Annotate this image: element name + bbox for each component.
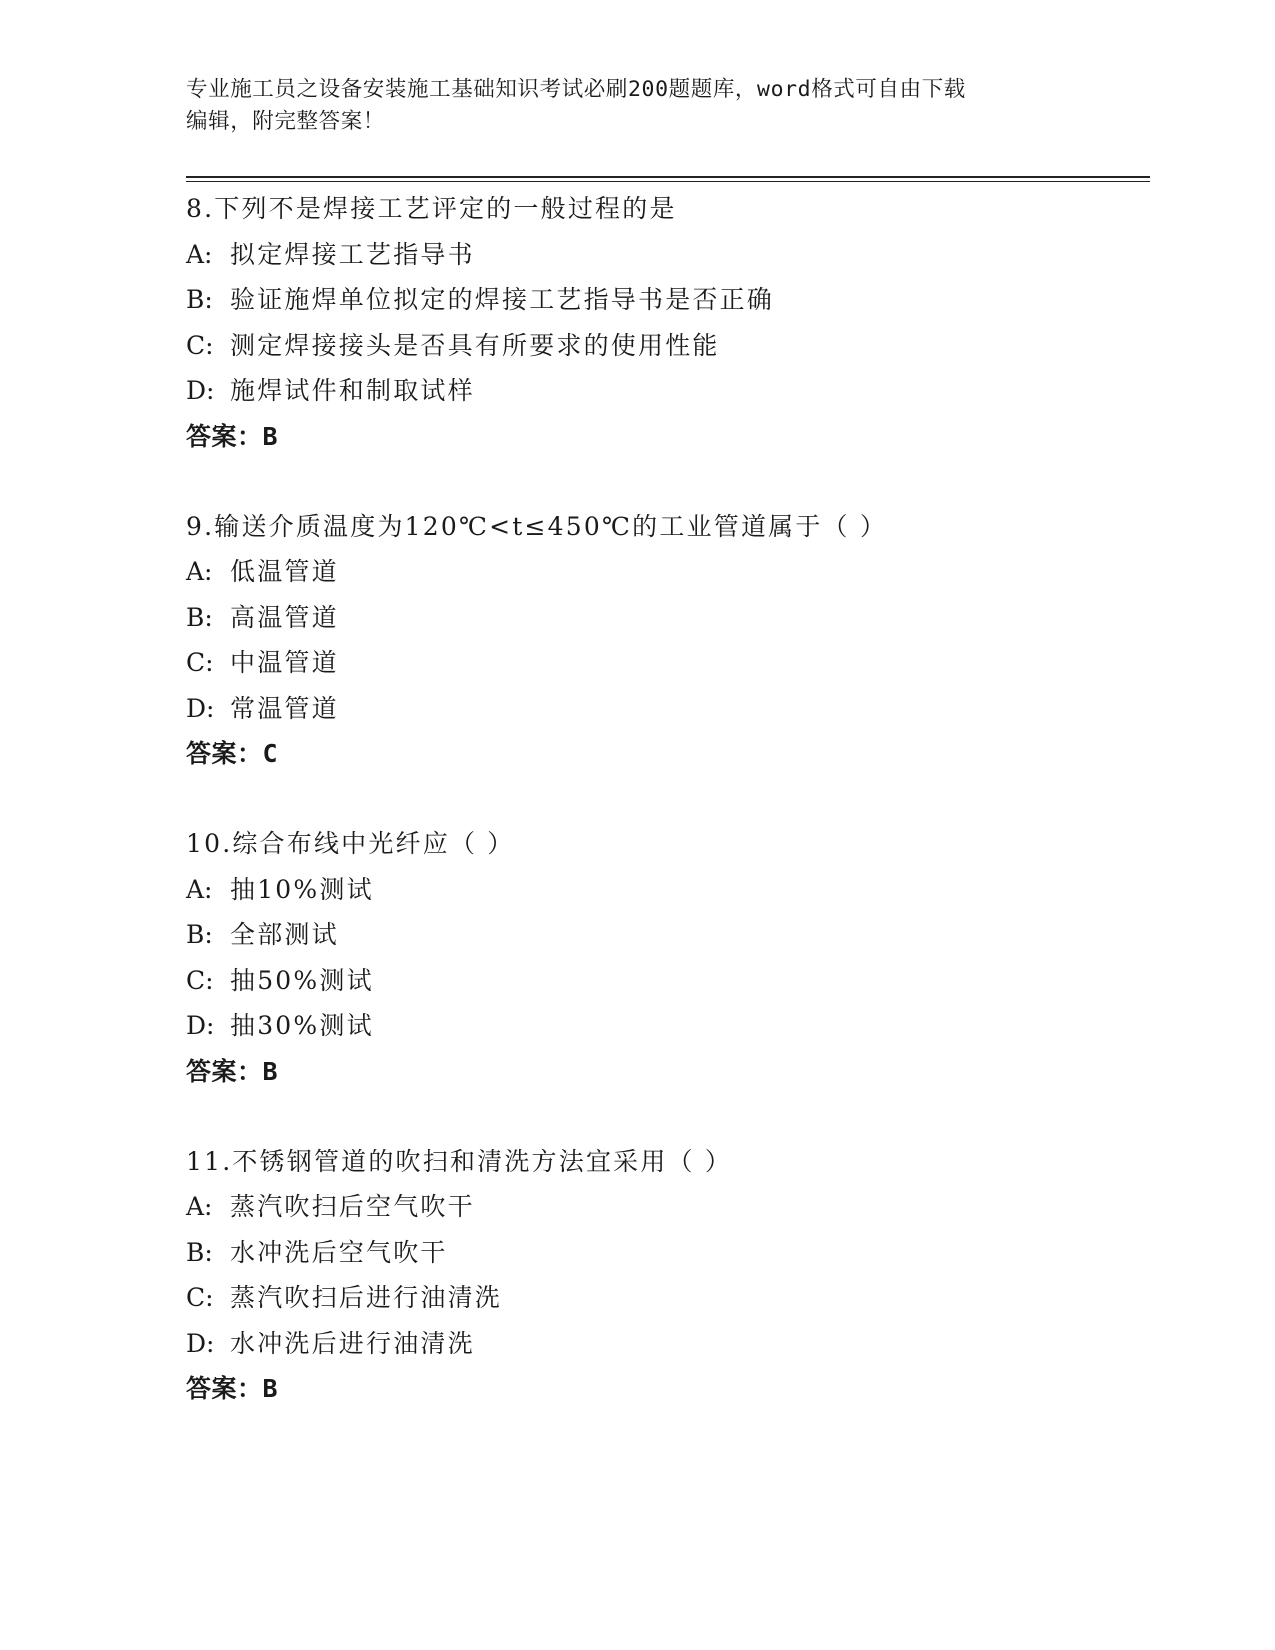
option-c bbox=[186, 1275, 1150, 1321]
answer-line: 答案：B bbox=[186, 1056, 279, 1086]
option-c bbox=[186, 323, 1150, 369]
option-text: 中温管道 bbox=[230, 648, 339, 677]
option-key: B: bbox=[186, 920, 213, 949]
option-key: A: bbox=[186, 874, 213, 904]
option-text: 全部测试 bbox=[230, 920, 339, 949]
option-text: 拟定焊接工艺指导书 bbox=[230, 239, 475, 269]
option-c bbox=[186, 640, 1150, 686]
question-item bbox=[186, 186, 1150, 459]
option-text: 抽50%测试 bbox=[230, 965, 374, 995]
option-text: 高温管道 bbox=[230, 602, 339, 632]
header-divider-thin bbox=[186, 181, 1150, 182]
question-stem: 10.综合布线中光纤应（ ） bbox=[186, 829, 515, 858]
question-list bbox=[186, 186, 1150, 1456]
option-key: C: bbox=[186, 1283, 214, 1312]
header-divider-thick bbox=[186, 176, 1150, 178]
option-a bbox=[186, 232, 1150, 278]
option-key: D: bbox=[186, 1328, 215, 1358]
option-key: D: bbox=[186, 1011, 215, 1040]
option-c bbox=[186, 958, 1150, 1004]
option-d bbox=[186, 368, 1150, 414]
option-d bbox=[186, 1003, 1150, 1049]
option-text: 蒸汽吹扫后进行油清洗 bbox=[230, 1283, 503, 1312]
option-key: B: bbox=[186, 602, 213, 632]
option-key: C: bbox=[186, 648, 214, 677]
question-stem: 8.下列不是焊接工艺评定的一般过程的是 bbox=[186, 194, 677, 223]
question-stem: 9.输送介质温度为120℃<t≤450℃的工业管道属于（ ） bbox=[186, 511, 888, 541]
option-b bbox=[186, 912, 1150, 958]
option-d bbox=[186, 686, 1150, 732]
option-key: A: bbox=[186, 1192, 213, 1221]
question-stem: 11.不锈钢管道的吹扫和清洗方法宜采用（ ） bbox=[186, 1146, 733, 1176]
option-key: A: bbox=[186, 239, 213, 269]
option-text: 水冲洗后空气吹干 bbox=[230, 1237, 448, 1267]
option-key: A: bbox=[186, 557, 213, 586]
option-text: 蒸汽吹扫后空气吹干 bbox=[230, 1192, 475, 1221]
option-d bbox=[186, 1321, 1150, 1367]
option-a bbox=[186, 1184, 1150, 1230]
option-text: 验证施焊单位拟定的焊接工艺指导书是否正确 bbox=[230, 285, 775, 314]
answer-line: 答案：C bbox=[186, 739, 279, 768]
question-item bbox=[186, 1139, 1150, 1412]
option-b bbox=[186, 277, 1150, 323]
option-b bbox=[186, 595, 1150, 641]
option-key: C: bbox=[186, 965, 214, 995]
option-b bbox=[186, 1230, 1150, 1276]
option-key: C: bbox=[186, 330, 214, 360]
option-text: 低温管道 bbox=[230, 557, 339, 586]
option-a bbox=[186, 867, 1150, 913]
answer-line: 答案：B bbox=[186, 1374, 279, 1403]
document-header bbox=[186, 74, 1066, 138]
option-key: D: bbox=[186, 376, 215, 405]
answer-line: 答案：B bbox=[186, 421, 279, 451]
option-text: 水冲洗后进行油清洗 bbox=[230, 1328, 475, 1358]
option-text: 施焊试件和制取试样 bbox=[230, 376, 475, 405]
option-key: B: bbox=[186, 285, 213, 314]
option-text: 常温管道 bbox=[230, 693, 339, 723]
option-key: B: bbox=[186, 1237, 213, 1267]
option-a bbox=[186, 549, 1150, 595]
option-text: 抽10%测试 bbox=[230, 874, 374, 904]
option-text: 测定焊接接头是否具有所要求的使用性能 bbox=[230, 330, 720, 360]
option-key: D: bbox=[186, 693, 215, 723]
option-text: 抽30%测试 bbox=[230, 1011, 374, 1040]
header-line-2: 编辑，附完整答案！ bbox=[186, 109, 385, 134]
question-item bbox=[186, 821, 1150, 1094]
header-line-1: 专业施工员之设备安装施工基础知识考试必刷200题题库，word格式可自由下载 bbox=[186, 77, 966, 102]
question-item bbox=[186, 504, 1150, 777]
